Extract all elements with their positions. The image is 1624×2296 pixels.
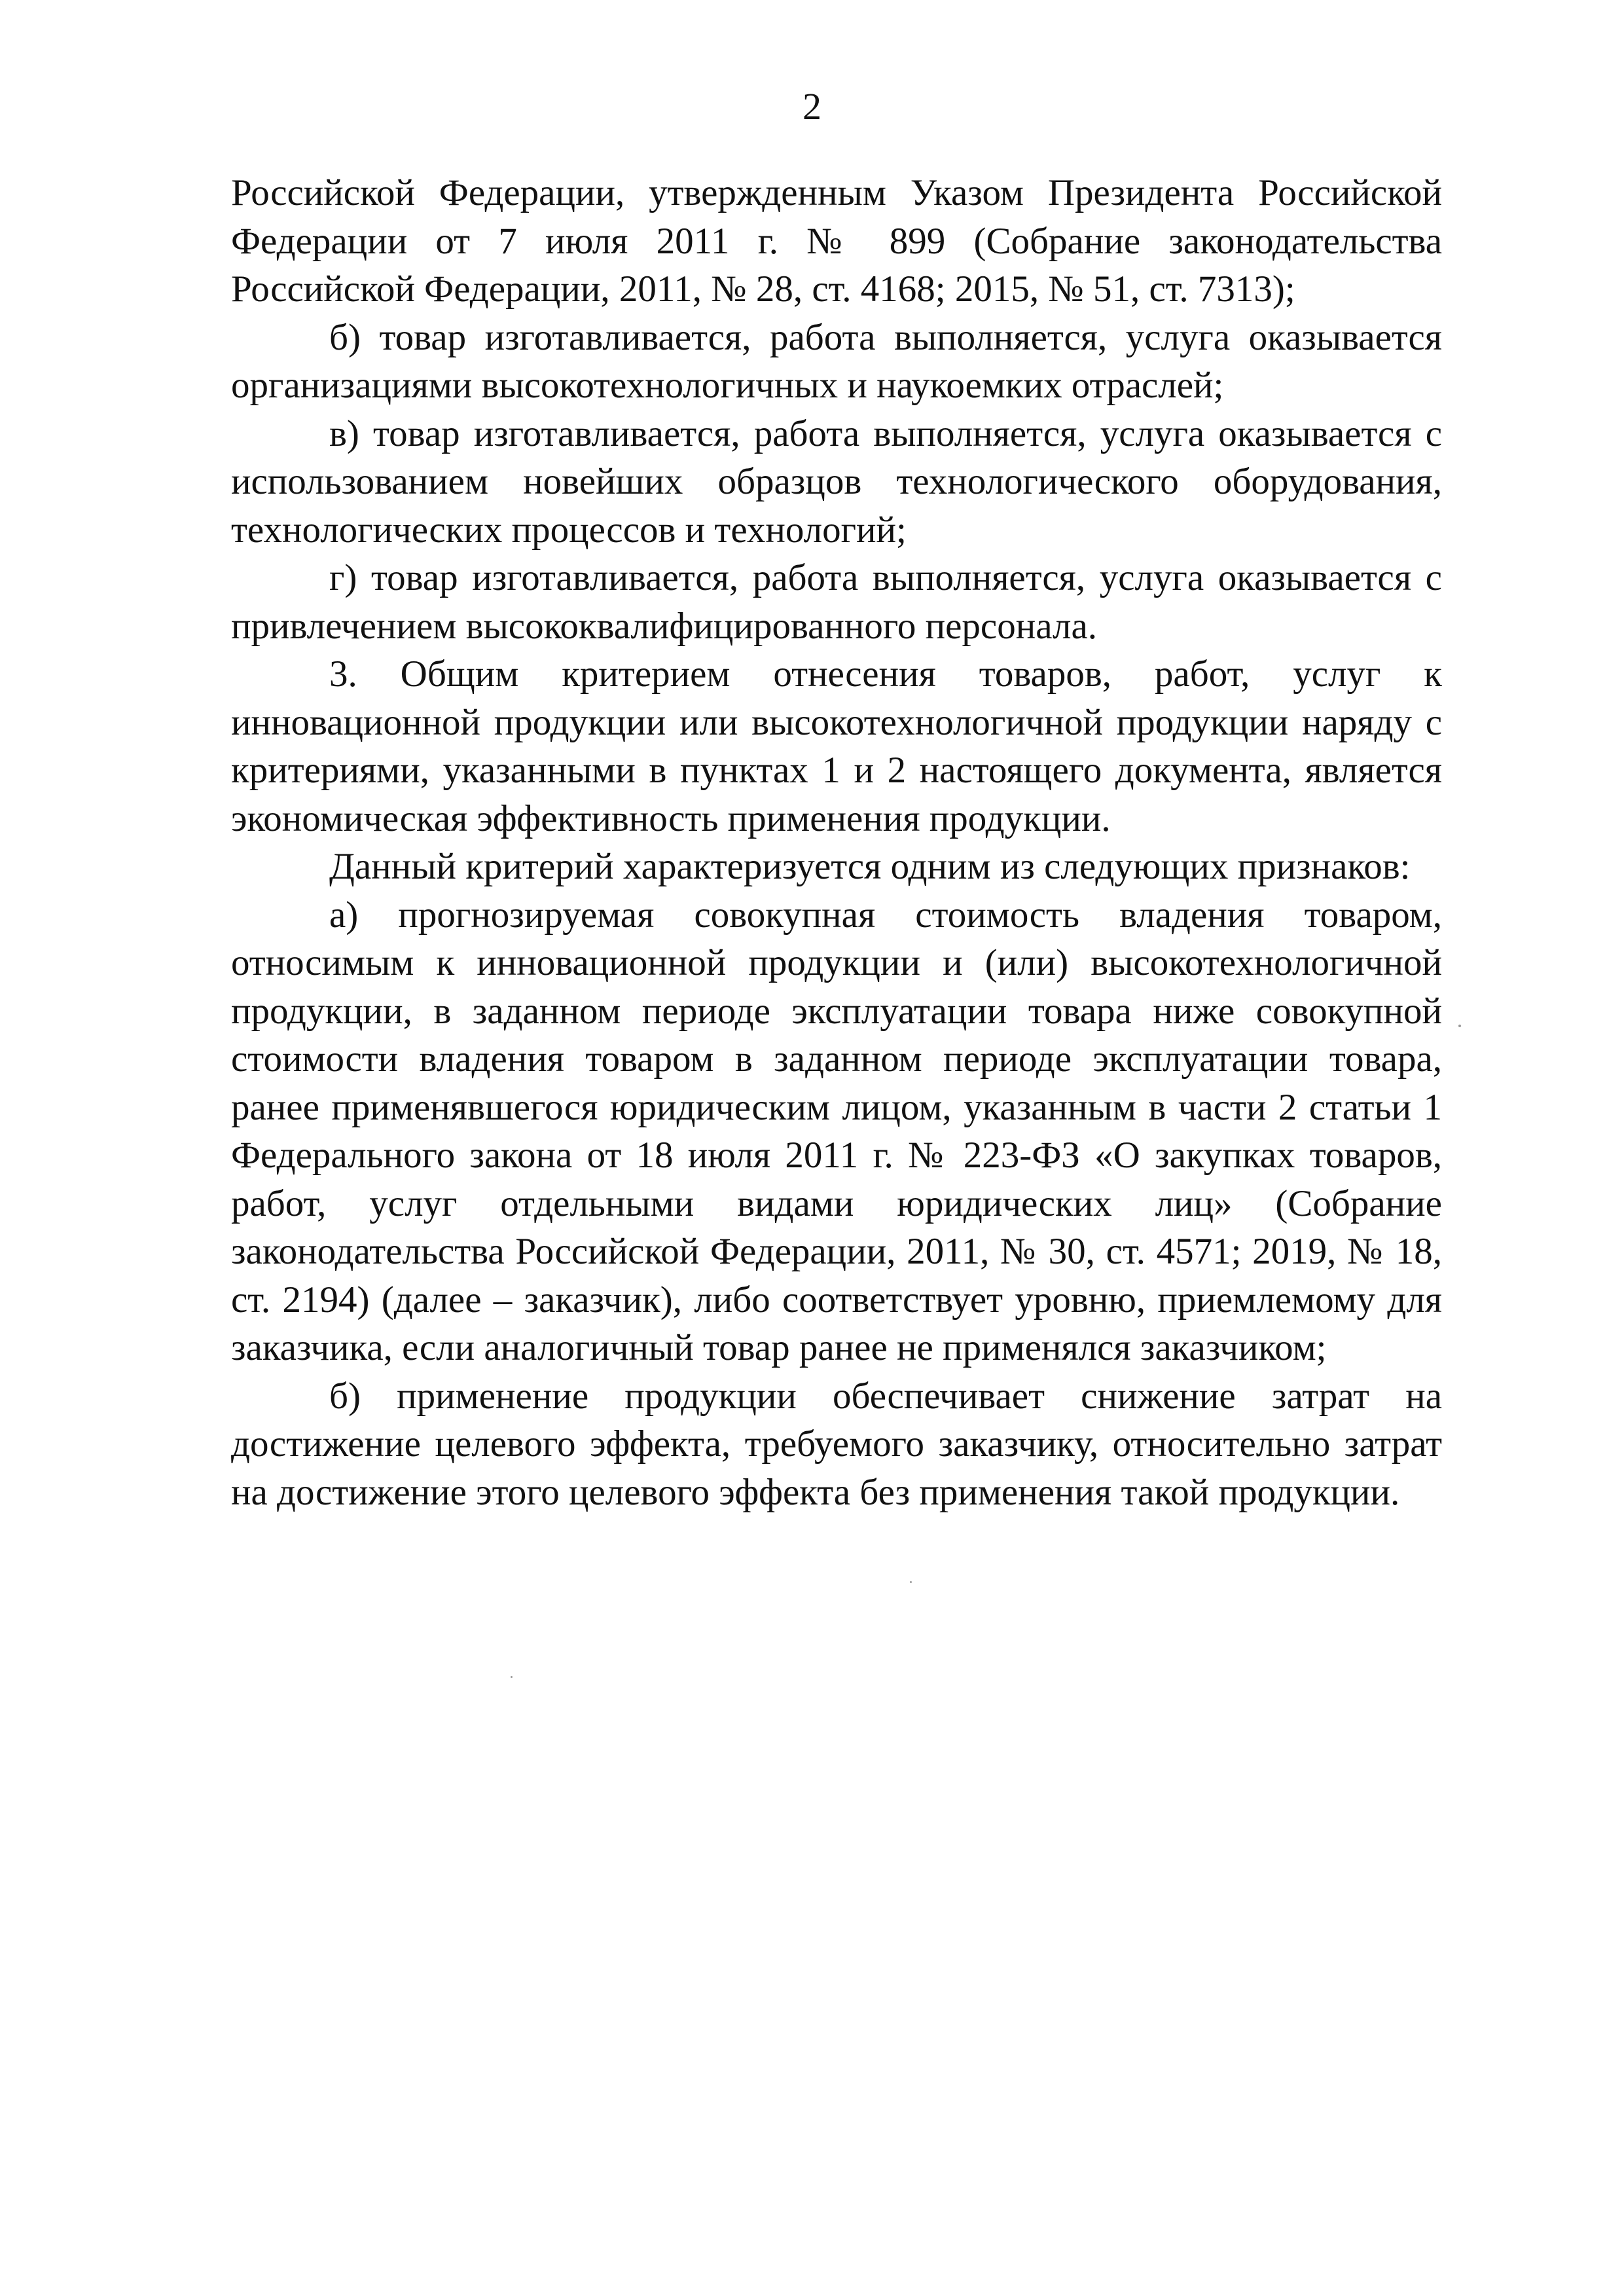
scan-speck [910,1581,912,1583]
page-number: 2 [803,85,821,128]
scan-speck [1458,1025,1461,1027]
scan-speck [511,1676,513,1678]
paragraph-point-3: 3. Общим критерием отнесения товаров, работ, услуг к инновационной продукции или высокотехнологичной продукции наряду с критериями, указанными в пунктах 1 и 2 настоящего документа, является экономическая эффективность применения продукции. [231,653,1442,839]
document-body [231,169,1442,1516]
paragraph-item-v: в) товар изготавливается, работа выполняется, услуга оказывается с использованием новейших образцов технологического оборудования, технологических процессов и технологий; [231,412,1442,551]
paragraph-item-g: г) товар изготавливается, работа выполняется, услуга оказывается с привлечением высококвалифицированного персонала. [231,557,1442,647]
paragraph-sign-a: а) прогнозируемая совокупная стоимость владения товаром, относимым к инновационной продукции и (или) высокотехнологичной продукции, в заданном периоде эксплуатации товара ниже совокупной стоимости владения товаром в заданном периоде эксплуатации товара, ранее применявшегося юридическим лицом, указанным в части 2 статьи 1 Федерального закона от 18 июля 2011 г. № 223-ФЗ «О закупках товаров, работ, услуг отдельными видами юридических лиц» (Собрание законодательства Российской Федерации, 2011, № 30, ст. 4571; 2019, № 18, ст. 2194) (далее – заказчик), либо соответствует уровню, приемлемому для заказчика, если аналогичный товар ранее не применялся заказчиком; [231,894,1442,1368]
paragraph-criterion-intro: Данный критерий характеризуется одним из следующих признаков: [329,846,1411,887]
paragraph-sign-b: б) применение продукции обеспечивает снижение затрат на достижение целевого эффекта, требуемого заказчику, относительно затрат на достижение этого целевого эффекта без применения такой продукции. [231,1375,1442,1513]
paragraph-continuation: Российской Федерации, утвержденным Указом Президента Российской Федерации от 7 июля 2011 г. № 899 (Собрание законодательства Российской Федерации, 2011, № 28, ст. 4168; 2015, № 51, ст. 7313); [231,172,1442,310]
paragraph-item-b: б) товар изготавливается, работа выполняется, услуга оказывается организациями высокотехнологичных и наукоемких отраслей; [231,316,1442,406]
